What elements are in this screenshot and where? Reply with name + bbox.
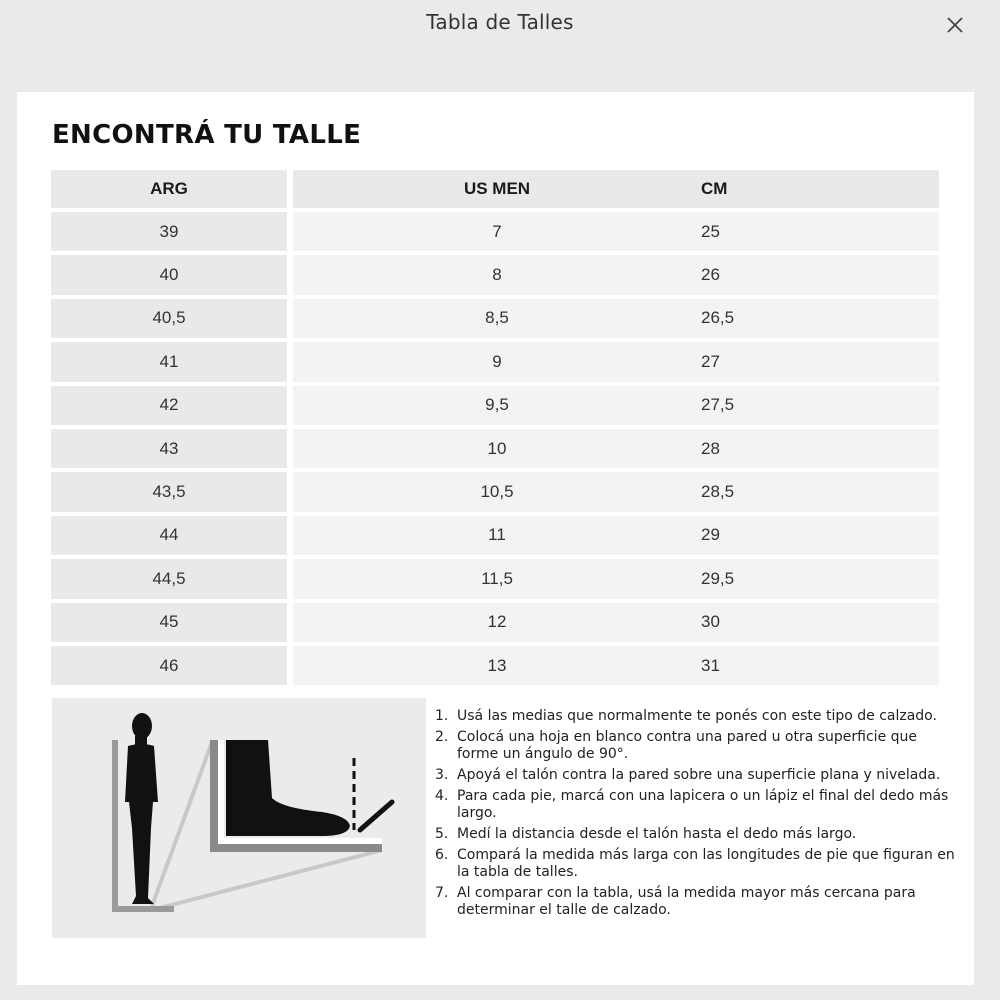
cell-cm: 25 xyxy=(701,212,939,251)
cell-us-men: 8 xyxy=(293,255,701,294)
size-table xyxy=(51,166,939,689)
step-number: 4. xyxy=(435,788,449,804)
table-row xyxy=(51,386,939,425)
cell-arg: 43 xyxy=(51,429,287,468)
cell-cm: 31 xyxy=(701,646,939,685)
step-text: Compará la medida más larga con las longitudes de pie que figuran en la tabla de talles. xyxy=(457,847,955,880)
cell-cm: 27,5 xyxy=(701,386,939,425)
cell-arg: 40,5 xyxy=(51,299,287,338)
step-item xyxy=(435,788,955,822)
table-row xyxy=(51,559,939,598)
cell-us-men: 9 xyxy=(293,342,701,381)
cell-us-men: 11,5 xyxy=(293,559,701,598)
table-row xyxy=(51,646,939,685)
foot-measurement-illustration xyxy=(52,698,426,938)
cell-us-men: 9,5 xyxy=(293,386,701,425)
step-text: Al comparar con la tabla, usá la medida mayor más cercana para determinar el talle de calzado. xyxy=(457,885,916,918)
cell-arg: 43,5 xyxy=(51,472,287,511)
step-number: 2. xyxy=(435,729,449,745)
step-text: Colocá una hoja en blanco contra una pared u otra superficie que forme un ángulo de 90°. xyxy=(457,729,918,762)
foot-measurement-illustration-icon xyxy=(52,698,426,938)
cell-cm: 26,5 xyxy=(701,299,939,338)
size-guide-heading: ENCONTRÁ TU TALLE xyxy=(52,120,362,150)
table-header-row xyxy=(51,170,939,208)
table-row xyxy=(51,342,939,381)
cell-cm: 26 xyxy=(701,255,939,294)
cell-arg: 39 xyxy=(51,212,287,251)
cell-arg: 42 xyxy=(51,386,287,425)
table-row xyxy=(51,212,939,251)
cell-cm: 29 xyxy=(701,516,939,555)
step-item xyxy=(435,767,955,784)
cell-us-men: 11 xyxy=(293,516,701,555)
step-number: 3. xyxy=(435,767,449,783)
column-header-us-men: US MEN xyxy=(293,170,701,208)
cell-arg: 45 xyxy=(51,603,287,642)
step-item xyxy=(435,826,955,843)
cell-arg: 44 xyxy=(51,516,287,555)
step-number: 6. xyxy=(435,847,449,863)
cell-arg: 46 xyxy=(51,646,287,685)
modal-title: Tabla de Talles xyxy=(426,10,574,34)
cell-arg: 41 xyxy=(51,342,287,381)
table-row xyxy=(51,603,939,642)
cell-us-men: 10 xyxy=(293,429,701,468)
cell-cm: 27 xyxy=(701,342,939,381)
close-button[interactable] xyxy=(940,10,970,40)
cell-us-men: 12 xyxy=(293,603,701,642)
cell-us-men: 7 xyxy=(293,212,701,251)
step-item xyxy=(435,708,955,725)
step-text: Usá las medias que normalmente te ponés con este tipo de calzado. xyxy=(457,708,937,724)
step-number: 1. xyxy=(435,708,449,724)
cell-cm: 29,5 xyxy=(701,559,939,598)
cell-us-men: 10,5 xyxy=(293,472,701,511)
table-row xyxy=(51,299,939,338)
step-item xyxy=(435,729,955,763)
cell-us-men: 8,5 xyxy=(293,299,701,338)
cell-cm: 28,5 xyxy=(701,472,939,511)
cell-cm: 28 xyxy=(701,429,939,468)
step-text: Medí la distancia desde el talón hasta el dedo más largo. xyxy=(457,826,857,842)
step-text: Para cada pie, marcá con una lapicera o un lápiz el final del dedo más largo. xyxy=(457,788,949,821)
step-item xyxy=(435,885,955,919)
cell-arg: 44,5 xyxy=(51,559,287,598)
cell-arg: 40 xyxy=(51,255,287,294)
table-row xyxy=(51,255,939,294)
size-guide-panel xyxy=(17,92,974,985)
close-icon xyxy=(946,16,964,34)
cell-us-men: 13 xyxy=(293,646,701,685)
table-row xyxy=(51,429,939,468)
measurement-steps xyxy=(435,708,955,923)
table-body xyxy=(51,212,939,685)
step-item xyxy=(435,847,955,881)
step-number: 7. xyxy=(435,885,449,901)
table-row xyxy=(51,472,939,511)
step-text: Apoyá el talón contra la pared sobre una superficie plana y nivelada. xyxy=(457,767,941,783)
column-header-arg: ARG xyxy=(51,170,287,208)
cell-cm: 30 xyxy=(701,603,939,642)
step-number: 5. xyxy=(435,826,449,842)
table-row xyxy=(51,516,939,555)
column-header-cm: CM xyxy=(701,170,939,208)
